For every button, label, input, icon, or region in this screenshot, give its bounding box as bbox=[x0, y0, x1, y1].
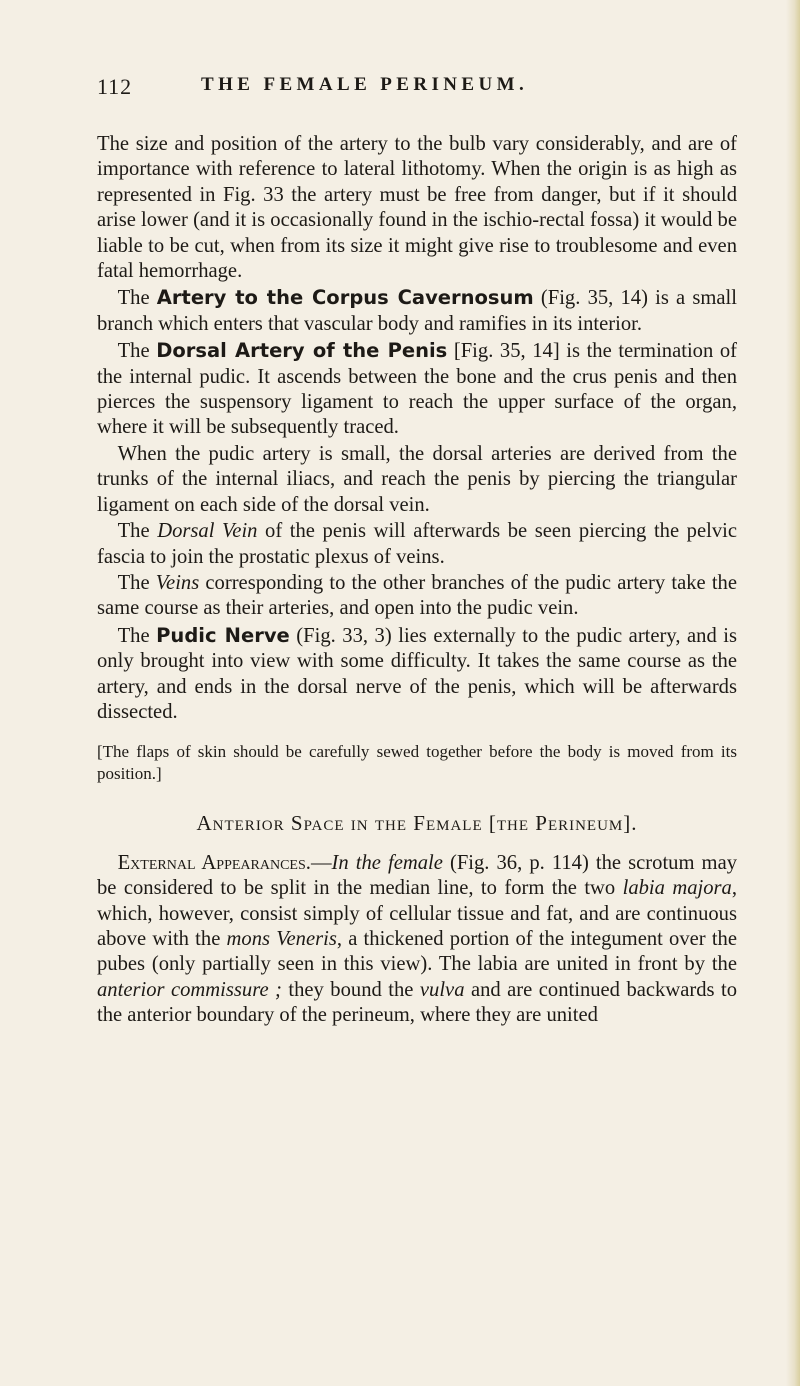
italic-term: Dorsal Vein bbox=[157, 520, 258, 543]
bold-term: Dorsal Artery of the Penis bbox=[156, 339, 448, 363]
run-in-heading: External Appearances. bbox=[117, 851, 311, 874]
paragraph: The Dorsal Vein of the penis will afterwards be seen piercing the pelvic fascia to join the prostatic plexus of veins. bbox=[97, 520, 738, 568]
section-heading: Anterior Space in the Female [the Perineum]. bbox=[196, 811, 638, 836]
italic-term: Veins bbox=[155, 571, 200, 594]
bold-term: Pudic Nerve bbox=[156, 623, 290, 647]
paragraph: The Dorsal Artery of the Penis [Fig. 35, 14] is the termination of the internal pudic. It ascends between the bone and the crus penis and then pierces the suspensory ligament to reach the upper surface of the organ, where it will be subsequently traced. bbox=[97, 339, 737, 439]
paragraph: External Appearances.—In the female (Fig. 36, p. 114) the scrotum may be considered to be split in the median line, to form the two labia majora, which, however, consist simply of cellular tissue and fat, and are continuous above with the mons Veneris, a thickened portion of the integument over the pubes (only partially seen in this view). The labia are united in front by the anterior commissure ; they bound the vulva and are continued backwards to the anterior boundary of the perineum, where they are united bbox=[97, 851, 738, 1027]
running-title: THE FEMALE PERINEUM. bbox=[201, 74, 529, 95]
paragraph: The Artery to the Corpus Cavernosum (Fig. 35, 14) is a small branch which enters that vascular body and ramifies in its interior. bbox=[97, 286, 737, 335]
page-header bbox=[97, 74, 737, 110]
page-number: 112 bbox=[97, 74, 133, 99]
bold-term: Artery to the Corpus Cavernosum bbox=[156, 286, 534, 310]
paragraph: When the pudic artery is small, the dorsal arteries are derived from the trunks of the internal iliacs, and reach the penis by piercing the triangular ligament on each side of the dorsal vein. bbox=[97, 442, 737, 516]
paragraph: The Veins corresponding to the other branches of the pudic artery take the same course as their arteries, and open into the pudic vein. bbox=[97, 571, 737, 620]
paragraph: The size and position of the artery to the bulb vary considerably, and are of importance with reference to lateral lithotomy. When the origin is as high as represented in Fig. 33 the artery must be free from danger, but if it should arise lower (and it is occasionally found in the ischio-rectal fossa) it would be liable to be cut, when from its size it might give rise to troublesome and even fatal hemorrhage. bbox=[97, 133, 737, 283]
page-edge bbox=[786, 0, 800, 1386]
page-body bbox=[97, 132, 737, 1029]
paragraph: The Pudic Nerve (Fig. 33, 3) lies externally to the pudic artery, and is only brought into view with some difficulty. It takes the same course as the artery, and ends in the dorsal nerve of the penis, which will be afterwards dissected. bbox=[97, 623, 738, 723]
dissection-note: [The flaps of skin should be carefully sewed together before the body is moved from its position.] bbox=[97, 742, 737, 784]
